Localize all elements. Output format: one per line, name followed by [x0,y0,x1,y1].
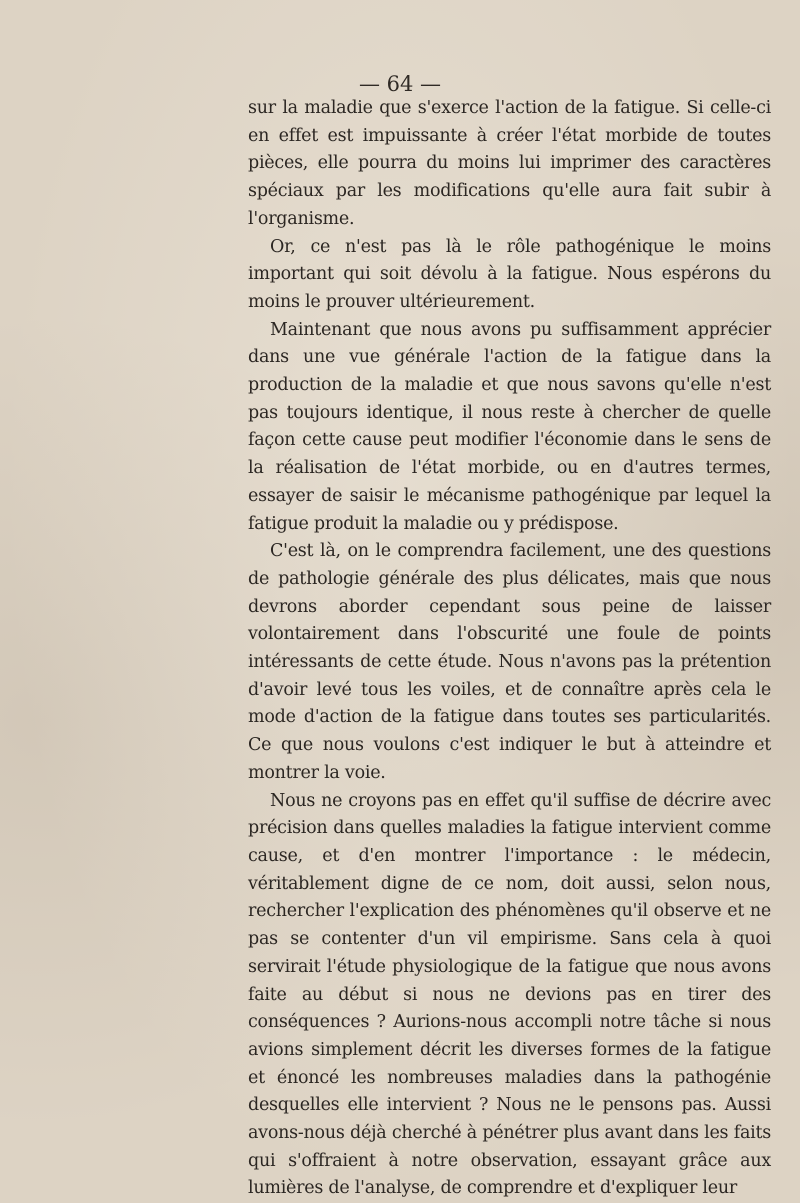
paragraph-2: Or, ce n'est pas là le rôle pathogénique le moins important qui soit dévolu à la fatigue. Nous espérons du moins le prouver ultérieurement. [248,236,771,312]
body-text [248,95,771,1203]
paragraph-5: Nous ne croyons pas en effet qu'il suffise de décrire avec précision dans quelles maladies la fatigue intervient comme cause, et d'en montrer l'importance : le médecin, véritablement digne de ce nom, doit aussi, selon nous, rechercher l'explication des phénomènes qu'il observe et ne pas se contenter d'un vil empirisme. Sans cela à quoi servirait l'étude physiologique de la fatigue que nous avons faite au début si nous ne devions pas en tirer des conséquences ? Aurions-nous accompli notre tâche si nous avions simplement décrit les diverses formes de la fatigue et énoncé les nombreuses maladies dans la pathogénie desquelles elle intervient ? Nous ne le pensons pas. Aussi avons-nous déjà cherché à pénétrer plus avant dans les faits qui s'offraient à notre observation, essayant grâce aux lumières de l'analyse, de comprendre et d'expliquer leur [248,790,771,1199]
paragraph-1: sur la maladie que s'exerce l'action de la fatigue. Si celle-ci en effet est impuissante à créer l'état morbide de toutes pièces, elle pourra du moins lui imprimer des caractères spéciaux par les modifications qu'elle aura fait subir à l'organisme. [248,98,771,229]
page-number: — 64 — [358,72,442,96]
paragraph-4: C'est là, on le comprendra facilement, une des questions de pathologie générale des plus délicates, mais que nous devrons aborder cependant sous peine de laisser volontairement dans l'obscurité une foule de points intéressants de cette étude. Nous n'avons pas la prétention d'avoir levé tous les voiles, et de connaître après cela le mode d'action de la fatigue dans toutes ses particularités. Ce que nous voulons c'est indiquer le but à atteindre et montrer la voie. [248,541,771,783]
paragraph-3: Maintenant que nous avons pu suffisamment apprécier dans une vue générale l'action de la fatigue dans la production de la maladie et que nous savons qu'elle n'est pas toujours identique, il nous reste à chercher de quelle façon cette cause peut modifier l'économie dans le sens de la réalisation de l'état morbide, ou en d'autres termes, essayer de saisir le mécanisme pathogénique par lequel la fatigue produit la maladie ou y prédispose. [248,319,771,534]
